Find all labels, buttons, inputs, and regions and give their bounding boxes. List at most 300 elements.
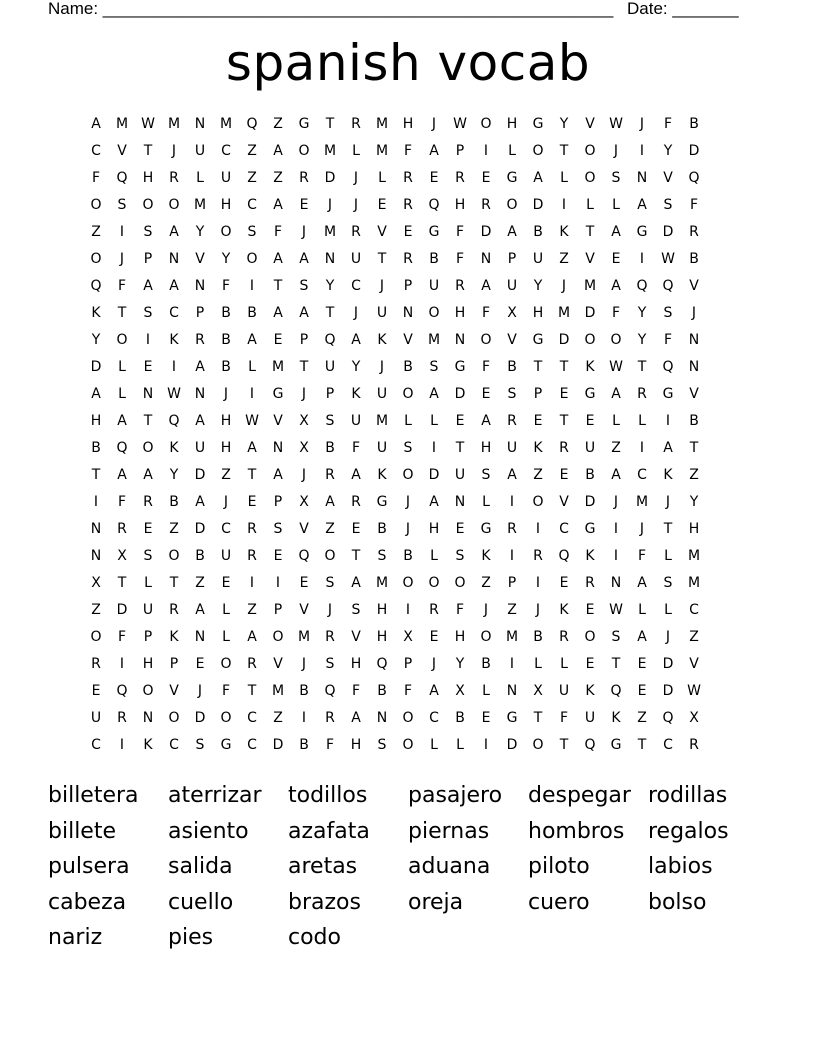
grid-letter: R bbox=[169, 602, 179, 618]
grid-letter: A bbox=[351, 710, 361, 726]
grid-letter: F bbox=[325, 737, 335, 753]
word-list-item: billetera bbox=[48, 783, 139, 808]
grid-letter: J bbox=[691, 305, 697, 321]
grid-letter: U bbox=[532, 251, 544, 267]
grid-letter: Z bbox=[689, 629, 699, 645]
grid-letter: I bbox=[535, 575, 541, 591]
grid-letter: J bbox=[535, 602, 541, 618]
grid-row bbox=[83, 597, 733, 624]
grid-letter: A bbox=[351, 332, 361, 348]
grid-letter: B bbox=[325, 440, 335, 456]
grid-letter: O bbox=[480, 332, 492, 348]
grid-letter: L bbox=[482, 494, 490, 510]
grid-letter: T bbox=[247, 683, 257, 699]
grid-letter: A bbox=[481, 278, 491, 294]
grid-letter: E bbox=[481, 710, 491, 726]
grid-letter: G bbox=[636, 224, 648, 240]
grid-letter: F bbox=[351, 440, 361, 456]
grid-letter: K bbox=[585, 683, 595, 699]
grid-letter: Y bbox=[221, 251, 231, 267]
grid-letter: D bbox=[584, 305, 596, 321]
grid-letter: U bbox=[350, 413, 362, 429]
grid-letter: M bbox=[115, 116, 129, 132]
grid-letter: E bbox=[273, 332, 283, 348]
grid-letter: T bbox=[117, 575, 127, 591]
grid-letter: E bbox=[585, 602, 595, 618]
grid-letter: T bbox=[533, 710, 543, 726]
grid-row bbox=[83, 219, 733, 246]
grid-letter: T bbox=[299, 359, 309, 375]
grid-letter: H bbox=[454, 305, 466, 321]
grid-letter: C bbox=[247, 710, 257, 726]
grid-letter: H bbox=[350, 656, 362, 672]
grid-letter: P bbox=[325, 386, 335, 402]
grid-letter: G bbox=[506, 170, 518, 186]
grid-letter: E bbox=[429, 629, 439, 645]
grid-letter: R bbox=[143, 494, 153, 510]
grid-letter: V bbox=[195, 251, 205, 267]
word-list-item: aduana bbox=[408, 854, 491, 879]
grid-letter: Z bbox=[91, 602, 101, 618]
grid-letter: N bbox=[142, 386, 154, 402]
grid-letter: S bbox=[299, 278, 309, 294]
grid-letter: Q bbox=[662, 278, 674, 294]
word-list-item: salida bbox=[168, 854, 233, 879]
grid-letter: A bbox=[117, 413, 127, 429]
grid-letter: U bbox=[506, 278, 518, 294]
grid-letter: H bbox=[402, 116, 414, 132]
grid-letter: I bbox=[639, 251, 645, 267]
grid-letter: S bbox=[273, 521, 283, 537]
grid-letter: L bbox=[118, 359, 126, 375]
grid-letter: A bbox=[611, 467, 621, 483]
grid-letter: Z bbox=[169, 521, 179, 537]
grid-letter: S bbox=[403, 440, 413, 456]
grid-letter: I bbox=[119, 737, 125, 753]
grid-letter: B bbox=[221, 332, 231, 348]
grid-letter: B bbox=[455, 710, 465, 726]
grid-letter: O bbox=[402, 710, 414, 726]
grid-letter: T bbox=[351, 548, 361, 564]
grid-letter: F bbox=[351, 683, 361, 699]
grid-letter: W bbox=[609, 116, 623, 132]
grid-letter: Z bbox=[247, 143, 257, 159]
grid-letter: J bbox=[301, 467, 307, 483]
grid-letter: Y bbox=[637, 332, 647, 348]
grid-letter: Q bbox=[324, 332, 336, 348]
grid-letter: E bbox=[143, 359, 153, 375]
grid-letter: B bbox=[689, 116, 699, 132]
grid-letter: P bbox=[507, 251, 517, 267]
grid-letter: Q bbox=[246, 116, 258, 132]
grid-letter: C bbox=[663, 737, 673, 753]
grid-letter: E bbox=[377, 197, 387, 213]
grid-letter: A bbox=[611, 386, 621, 402]
grid-letter: V bbox=[507, 332, 517, 348]
grid-letter: A bbox=[325, 494, 335, 510]
grid-letter: D bbox=[688, 143, 700, 159]
grid-letter: A bbox=[533, 170, 543, 186]
grid-letter: T bbox=[169, 575, 179, 591]
grid-letter: E bbox=[455, 521, 465, 537]
grid-letter: I bbox=[613, 521, 619, 537]
grid-letter: A bbox=[299, 251, 309, 267]
grid-letter: J bbox=[327, 602, 333, 618]
grid-letter: I bbox=[145, 332, 151, 348]
grid-letter: L bbox=[638, 413, 646, 429]
grid-letter: R bbox=[507, 413, 517, 429]
grid-letter: F bbox=[91, 170, 101, 186]
grid-letter: X bbox=[533, 683, 543, 699]
grid-letter: U bbox=[584, 710, 596, 726]
grid-letter: M bbox=[375, 116, 389, 132]
grid-letter: I bbox=[483, 737, 489, 753]
grid-letter: S bbox=[325, 575, 335, 591]
grid-letter: T bbox=[273, 278, 283, 294]
grid-letter: B bbox=[299, 737, 309, 753]
grid-letter: A bbox=[195, 359, 205, 375]
grid-letter: N bbox=[194, 116, 206, 132]
grid-letter: K bbox=[169, 440, 179, 456]
grid-letter: J bbox=[405, 521, 411, 537]
grid-letter: A bbox=[429, 386, 439, 402]
grid-letter: O bbox=[584, 629, 596, 645]
grid-letter: Q bbox=[584, 737, 596, 753]
grid-letter: E bbox=[273, 548, 283, 564]
grid-letter: S bbox=[325, 413, 335, 429]
grid-letter: G bbox=[376, 494, 388, 510]
grid-letter: N bbox=[688, 359, 700, 375]
grid-row bbox=[83, 273, 733, 300]
grid-letter: I bbox=[249, 575, 255, 591]
grid-letter: E bbox=[403, 224, 413, 240]
grid-letter: O bbox=[298, 143, 310, 159]
grid-letter: T bbox=[325, 305, 335, 321]
grid-letter: F bbox=[117, 278, 127, 294]
grid-letter: C bbox=[221, 143, 231, 159]
grid-letter: X bbox=[299, 413, 309, 429]
grid-letter: R bbox=[117, 521, 127, 537]
grid-letter: Q bbox=[324, 683, 336, 699]
grid-letter: R bbox=[429, 602, 439, 618]
grid-letter: Q bbox=[376, 656, 388, 672]
grid-letter: I bbox=[119, 224, 125, 240]
grid-letter: L bbox=[456, 737, 464, 753]
grid-letter: Z bbox=[247, 602, 257, 618]
grid-letter: A bbox=[637, 629, 647, 645]
grid-letter: T bbox=[559, 413, 569, 429]
grid-letter: A bbox=[195, 602, 205, 618]
grid-letter: R bbox=[689, 737, 699, 753]
grid-letter: E bbox=[195, 656, 205, 672]
grid-letter: F bbox=[403, 683, 413, 699]
grid-letter: S bbox=[481, 467, 491, 483]
grid-letter: D bbox=[428, 467, 440, 483]
grid-letter: I bbox=[431, 440, 437, 456]
grid-letter: M bbox=[375, 575, 389, 591]
grid-row bbox=[83, 381, 733, 408]
grid-letter: O bbox=[142, 197, 154, 213]
grid-letter: V bbox=[351, 629, 361, 645]
grid-letter: Q bbox=[662, 710, 674, 726]
grid-letter: T bbox=[663, 521, 673, 537]
grid-letter: Q bbox=[116, 683, 128, 699]
grid-letter: G bbox=[584, 521, 596, 537]
grid-letter: A bbox=[247, 332, 257, 348]
grid-letter: H bbox=[142, 170, 154, 186]
grid-row bbox=[83, 516, 733, 543]
grid-letter: S bbox=[611, 629, 621, 645]
grid-letter: A bbox=[611, 278, 621, 294]
grid-letter: U bbox=[428, 278, 440, 294]
grid-letter: Y bbox=[169, 467, 179, 483]
grid-letter: B bbox=[533, 629, 543, 645]
grid-letter: U bbox=[376, 386, 388, 402]
grid-letter: J bbox=[353, 170, 359, 186]
grid-letter: Q bbox=[116, 440, 128, 456]
grid-letter: K bbox=[377, 332, 387, 348]
grid-letter: R bbox=[299, 170, 309, 186]
grid-letter: L bbox=[404, 413, 412, 429]
grid-letter: O bbox=[272, 629, 284, 645]
grid-letter: H bbox=[688, 521, 700, 537]
grid-letter: I bbox=[301, 710, 307, 726]
grid-letter: W bbox=[661, 251, 675, 267]
grid-letter: R bbox=[91, 656, 101, 672]
grid-letter: U bbox=[194, 143, 206, 159]
grid-letter: V bbox=[117, 143, 127, 159]
grid-letter: Q bbox=[116, 170, 128, 186]
grid-letter: Y bbox=[663, 143, 673, 159]
grid-letter: M bbox=[167, 116, 181, 132]
grid-letter: R bbox=[403, 197, 413, 213]
grid-letter: Y bbox=[351, 359, 361, 375]
grid-letter: P bbox=[533, 386, 543, 402]
grid-letter: T bbox=[247, 467, 257, 483]
grid-letter: N bbox=[90, 548, 102, 564]
grid-letter: R bbox=[507, 521, 517, 537]
grid-letter: E bbox=[91, 683, 101, 699]
grid-letter: O bbox=[402, 575, 414, 591]
grid-letter: J bbox=[171, 143, 177, 159]
grid-letter: J bbox=[197, 683, 203, 699]
grid-letter: C bbox=[429, 710, 439, 726]
grid-letter: S bbox=[663, 305, 673, 321]
grid-letter: F bbox=[481, 359, 491, 375]
word-list-item: billete bbox=[48, 818, 116, 844]
word-list-item: todillos bbox=[288, 783, 368, 808]
grid-row bbox=[83, 408, 733, 435]
grid-letter: A bbox=[429, 143, 439, 159]
grid-letter: F bbox=[455, 224, 465, 240]
grid-letter: G bbox=[272, 386, 284, 402]
grid-letter: T bbox=[559, 143, 569, 159]
grid-letter: I bbox=[561, 197, 567, 213]
grid-letter: F bbox=[559, 710, 569, 726]
grid-row bbox=[83, 165, 733, 192]
grid-letter: N bbox=[402, 305, 414, 321]
grid-letter: T bbox=[585, 224, 595, 240]
grid-letter: M bbox=[323, 143, 337, 159]
grid-letter: G bbox=[584, 386, 596, 402]
grid-letter: C bbox=[247, 197, 257, 213]
grid-letter: X bbox=[403, 629, 413, 645]
grid-letter: M bbox=[557, 305, 571, 321]
grid-letter: O bbox=[324, 548, 336, 564]
grid-letter: Q bbox=[168, 413, 180, 429]
grid-letter: U bbox=[324, 359, 336, 375]
grid-row bbox=[83, 489, 733, 516]
grid-letter: R bbox=[247, 521, 257, 537]
grid-letter: N bbox=[194, 278, 206, 294]
grid-letter: E bbox=[455, 413, 465, 429]
grid-letter: O bbox=[220, 656, 232, 672]
grid-letter: I bbox=[275, 575, 281, 591]
grid-letter: I bbox=[613, 548, 619, 564]
grid-letter: O bbox=[90, 251, 102, 267]
grid-letter: S bbox=[325, 656, 335, 672]
grid-letter: F bbox=[221, 278, 231, 294]
grid-letter: R bbox=[455, 170, 465, 186]
grid-letter: D bbox=[194, 710, 206, 726]
grid-letter: F bbox=[455, 251, 465, 267]
grid-letter: B bbox=[429, 251, 439, 267]
grid-letter: E bbox=[611, 251, 621, 267]
grid-letter: Z bbox=[195, 575, 205, 591]
grid-letter: X bbox=[455, 683, 465, 699]
grid-letter: U bbox=[454, 467, 466, 483]
grid-letter: O bbox=[220, 224, 232, 240]
grid-letter: R bbox=[585, 575, 595, 591]
grid-letter: I bbox=[665, 413, 671, 429]
grid-letter: E bbox=[299, 575, 309, 591]
grid-letter: V bbox=[273, 656, 283, 672]
word-list-item: oreja bbox=[408, 889, 464, 915]
grid-letter: M bbox=[271, 683, 285, 699]
grid-letter: J bbox=[431, 116, 437, 132]
grid-letter: H bbox=[532, 305, 544, 321]
grid-letter: E bbox=[533, 413, 543, 429]
grid-letter: A bbox=[143, 467, 153, 483]
grid-letter: S bbox=[143, 224, 153, 240]
grid-letter: R bbox=[403, 251, 413, 267]
grid-letter: N bbox=[272, 440, 284, 456]
grid-letter: X bbox=[299, 440, 309, 456]
grid-letter: S bbox=[663, 575, 673, 591]
grid-letter: G bbox=[610, 737, 622, 753]
grid-letter: F bbox=[663, 116, 673, 132]
grid-letter: I bbox=[249, 278, 255, 294]
grid-row bbox=[83, 462, 733, 489]
grid-letter: E bbox=[637, 656, 647, 672]
grid-letter: R bbox=[351, 494, 361, 510]
grid-letter: L bbox=[534, 656, 542, 672]
grid-letter: L bbox=[196, 170, 204, 186]
grid-letter: A bbox=[507, 224, 517, 240]
grid-row bbox=[83, 246, 733, 273]
grid-letter: N bbox=[636, 170, 648, 186]
grid-letter: L bbox=[560, 170, 568, 186]
grid-letter: K bbox=[377, 467, 387, 483]
grid-letter: D bbox=[506, 737, 518, 753]
grid-letter: A bbox=[351, 575, 361, 591]
word-list-item: pies bbox=[168, 925, 214, 950]
grid-letter: O bbox=[584, 332, 596, 348]
grid-letter: Z bbox=[273, 116, 283, 132]
grid-letter: E bbox=[559, 386, 569, 402]
grid-letter: J bbox=[301, 656, 307, 672]
grid-letter: N bbox=[376, 710, 388, 726]
grid-letter: E bbox=[143, 521, 153, 537]
grid-letter: Y bbox=[325, 278, 335, 294]
grid-letter: A bbox=[429, 494, 439, 510]
grid-letter: R bbox=[637, 386, 647, 402]
grid-letter: Q bbox=[558, 548, 570, 564]
grid-letter: K bbox=[559, 224, 569, 240]
grid-letter: S bbox=[247, 224, 257, 240]
grid-letter: I bbox=[535, 521, 541, 537]
grid-letter: F bbox=[273, 224, 283, 240]
grid-row bbox=[83, 732, 733, 759]
grid-letter: F bbox=[221, 683, 231, 699]
grid-letter: R bbox=[117, 710, 127, 726]
grid-letter: D bbox=[194, 521, 206, 537]
grid-letter: D bbox=[584, 494, 596, 510]
grid-letter: E bbox=[637, 683, 647, 699]
grid-letter: A bbox=[637, 197, 647, 213]
grid-letter: N bbox=[194, 629, 206, 645]
grid-letter: Z bbox=[481, 575, 491, 591]
grid-letter: V bbox=[299, 521, 309, 537]
grid-letter: H bbox=[220, 197, 232, 213]
grid-letter: U bbox=[506, 440, 518, 456]
grid-letter: E bbox=[559, 467, 569, 483]
grid-letter: P bbox=[403, 656, 413, 672]
grid-letter: D bbox=[194, 467, 206, 483]
grid-letter: D bbox=[662, 656, 674, 672]
grid-letter: G bbox=[220, 737, 232, 753]
grid-letter: D bbox=[558, 332, 570, 348]
grid-letter: U bbox=[90, 710, 102, 726]
grid-letter: N bbox=[506, 683, 518, 699]
grid-letter: G bbox=[662, 386, 674, 402]
grid-letter: I bbox=[509, 548, 515, 564]
grid-letter: C bbox=[91, 143, 101, 159]
grid-letter: O bbox=[168, 548, 180, 564]
grid-letter: S bbox=[143, 548, 153, 564]
grid-letter: H bbox=[506, 116, 518, 132]
grid-letter: K bbox=[481, 548, 491, 564]
grid-letter: K bbox=[533, 440, 543, 456]
grid-letter: B bbox=[377, 521, 387, 537]
grid-letter: J bbox=[639, 116, 645, 132]
grid-letter: V bbox=[299, 602, 309, 618]
grid-letter: O bbox=[506, 197, 518, 213]
grid-letter: H bbox=[454, 629, 466, 645]
word-list-item: azafata bbox=[288, 818, 370, 844]
grid-letter: N bbox=[610, 575, 622, 591]
grid-letter: L bbox=[560, 656, 568, 672]
grid-letter: E bbox=[481, 386, 491, 402]
grid-letter: Z bbox=[247, 170, 257, 186]
grid-letter: B bbox=[377, 683, 387, 699]
grid-letter: T bbox=[143, 143, 153, 159]
grid-letter: I bbox=[639, 143, 645, 159]
grid-letter: J bbox=[561, 278, 567, 294]
grid-letter: O bbox=[454, 575, 466, 591]
grid-letter: J bbox=[431, 656, 437, 672]
grid-letter: K bbox=[663, 467, 673, 483]
